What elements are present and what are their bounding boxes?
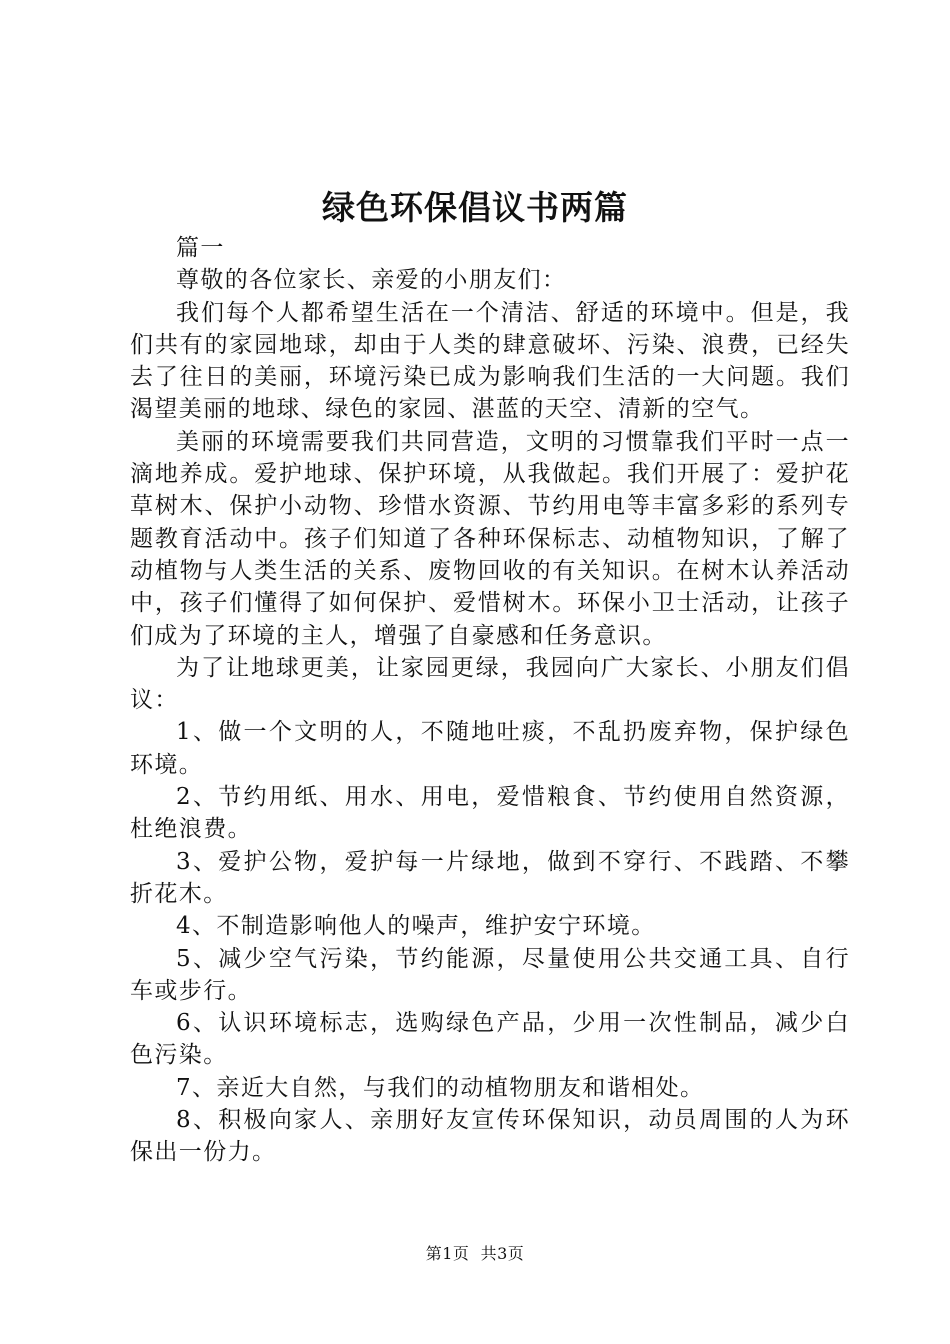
- paragraph: 为了让地球更美，让家园更绿，我园向广大家长、小朋友们倡议：: [130, 654, 850, 714]
- page-total: 共3页: [480, 1244, 525, 1263]
- section-heading: 篇一: [176, 235, 225, 261]
- proposal-item: 6、认识环境标志，选购绿色产品，少用一次性制品，减少白色污染。: [130, 1010, 850, 1069]
- salutation: 尊敬的各位家长、亲爱的小朋友们：: [176, 267, 567, 294]
- proposal-item: 7、亲近大自然，与我们的动植物朋友和谐相处。: [176, 1074, 705, 1101]
- proposal-item: 5、减少空气污染，节约能源，尽量使用公共交通工具、自行车或步行。: [130, 945, 850, 1004]
- paragraph: 美丽的环境需要我们共同营造，文明的习惯靠我们平时一点一滴地养成。爱护地球、保护环境，从我做起。我们开展了：爱护花草树木、保护小动物、珍惜水资源、节约用电等丰富多彩的系列专题教育活动中。孩子们知道了各种环保标志、动植物知识，了解了动植物与人类生活的关系、废物回收的有关知识。在树木认养活动中，孩子们懂得了如何保护、爱惜树木。环保小卫士活动，让孩子们成为了环境的主人，增强了自豪感和任务意识。: [130, 428, 850, 649]
- proposal-item: 1、做一个文明的人，不随地吐痰，不乱扔废弃物，保护绿色环境。: [130, 719, 850, 778]
- paragraph: 我们每个人都希望生活在一个清洁、舒适的环境中。但是，我们共有的家园地球，却由于人类的肆意破坏、污染、浪费，已经失去了往日的美丽，环境污染已成为影响我们生活的一大问题。我们渴望美丽的地球、绿色的家园、湛蓝的天空、清新的空气。: [130, 299, 850, 423]
- document-title: 绿色环保倡议书两篇: [322, 188, 628, 227]
- page-number: 第1页: [425, 1244, 470, 1263]
- document-body: [130, 232, 850, 1169]
- proposal-item: 8、积极向家人、亲朋好友宣传环保知识，动员周围的人为环保出一份力。: [130, 1107, 850, 1166]
- page-footer: [0, 1241, 950, 1264]
- proposal-item: 3、爱护公物，爱护每一片绿地，做到不穿行、不践踏、不攀折花木。: [130, 848, 850, 907]
- proposal-item: 2、节约用纸、用水、用电，爱惜粮食、节约使用自然资源，杜绝浪费。: [130, 784, 850, 843]
- proposal-item: 4、不制造影响他人的噪声，维护安宁环境。: [176, 913, 656, 940]
